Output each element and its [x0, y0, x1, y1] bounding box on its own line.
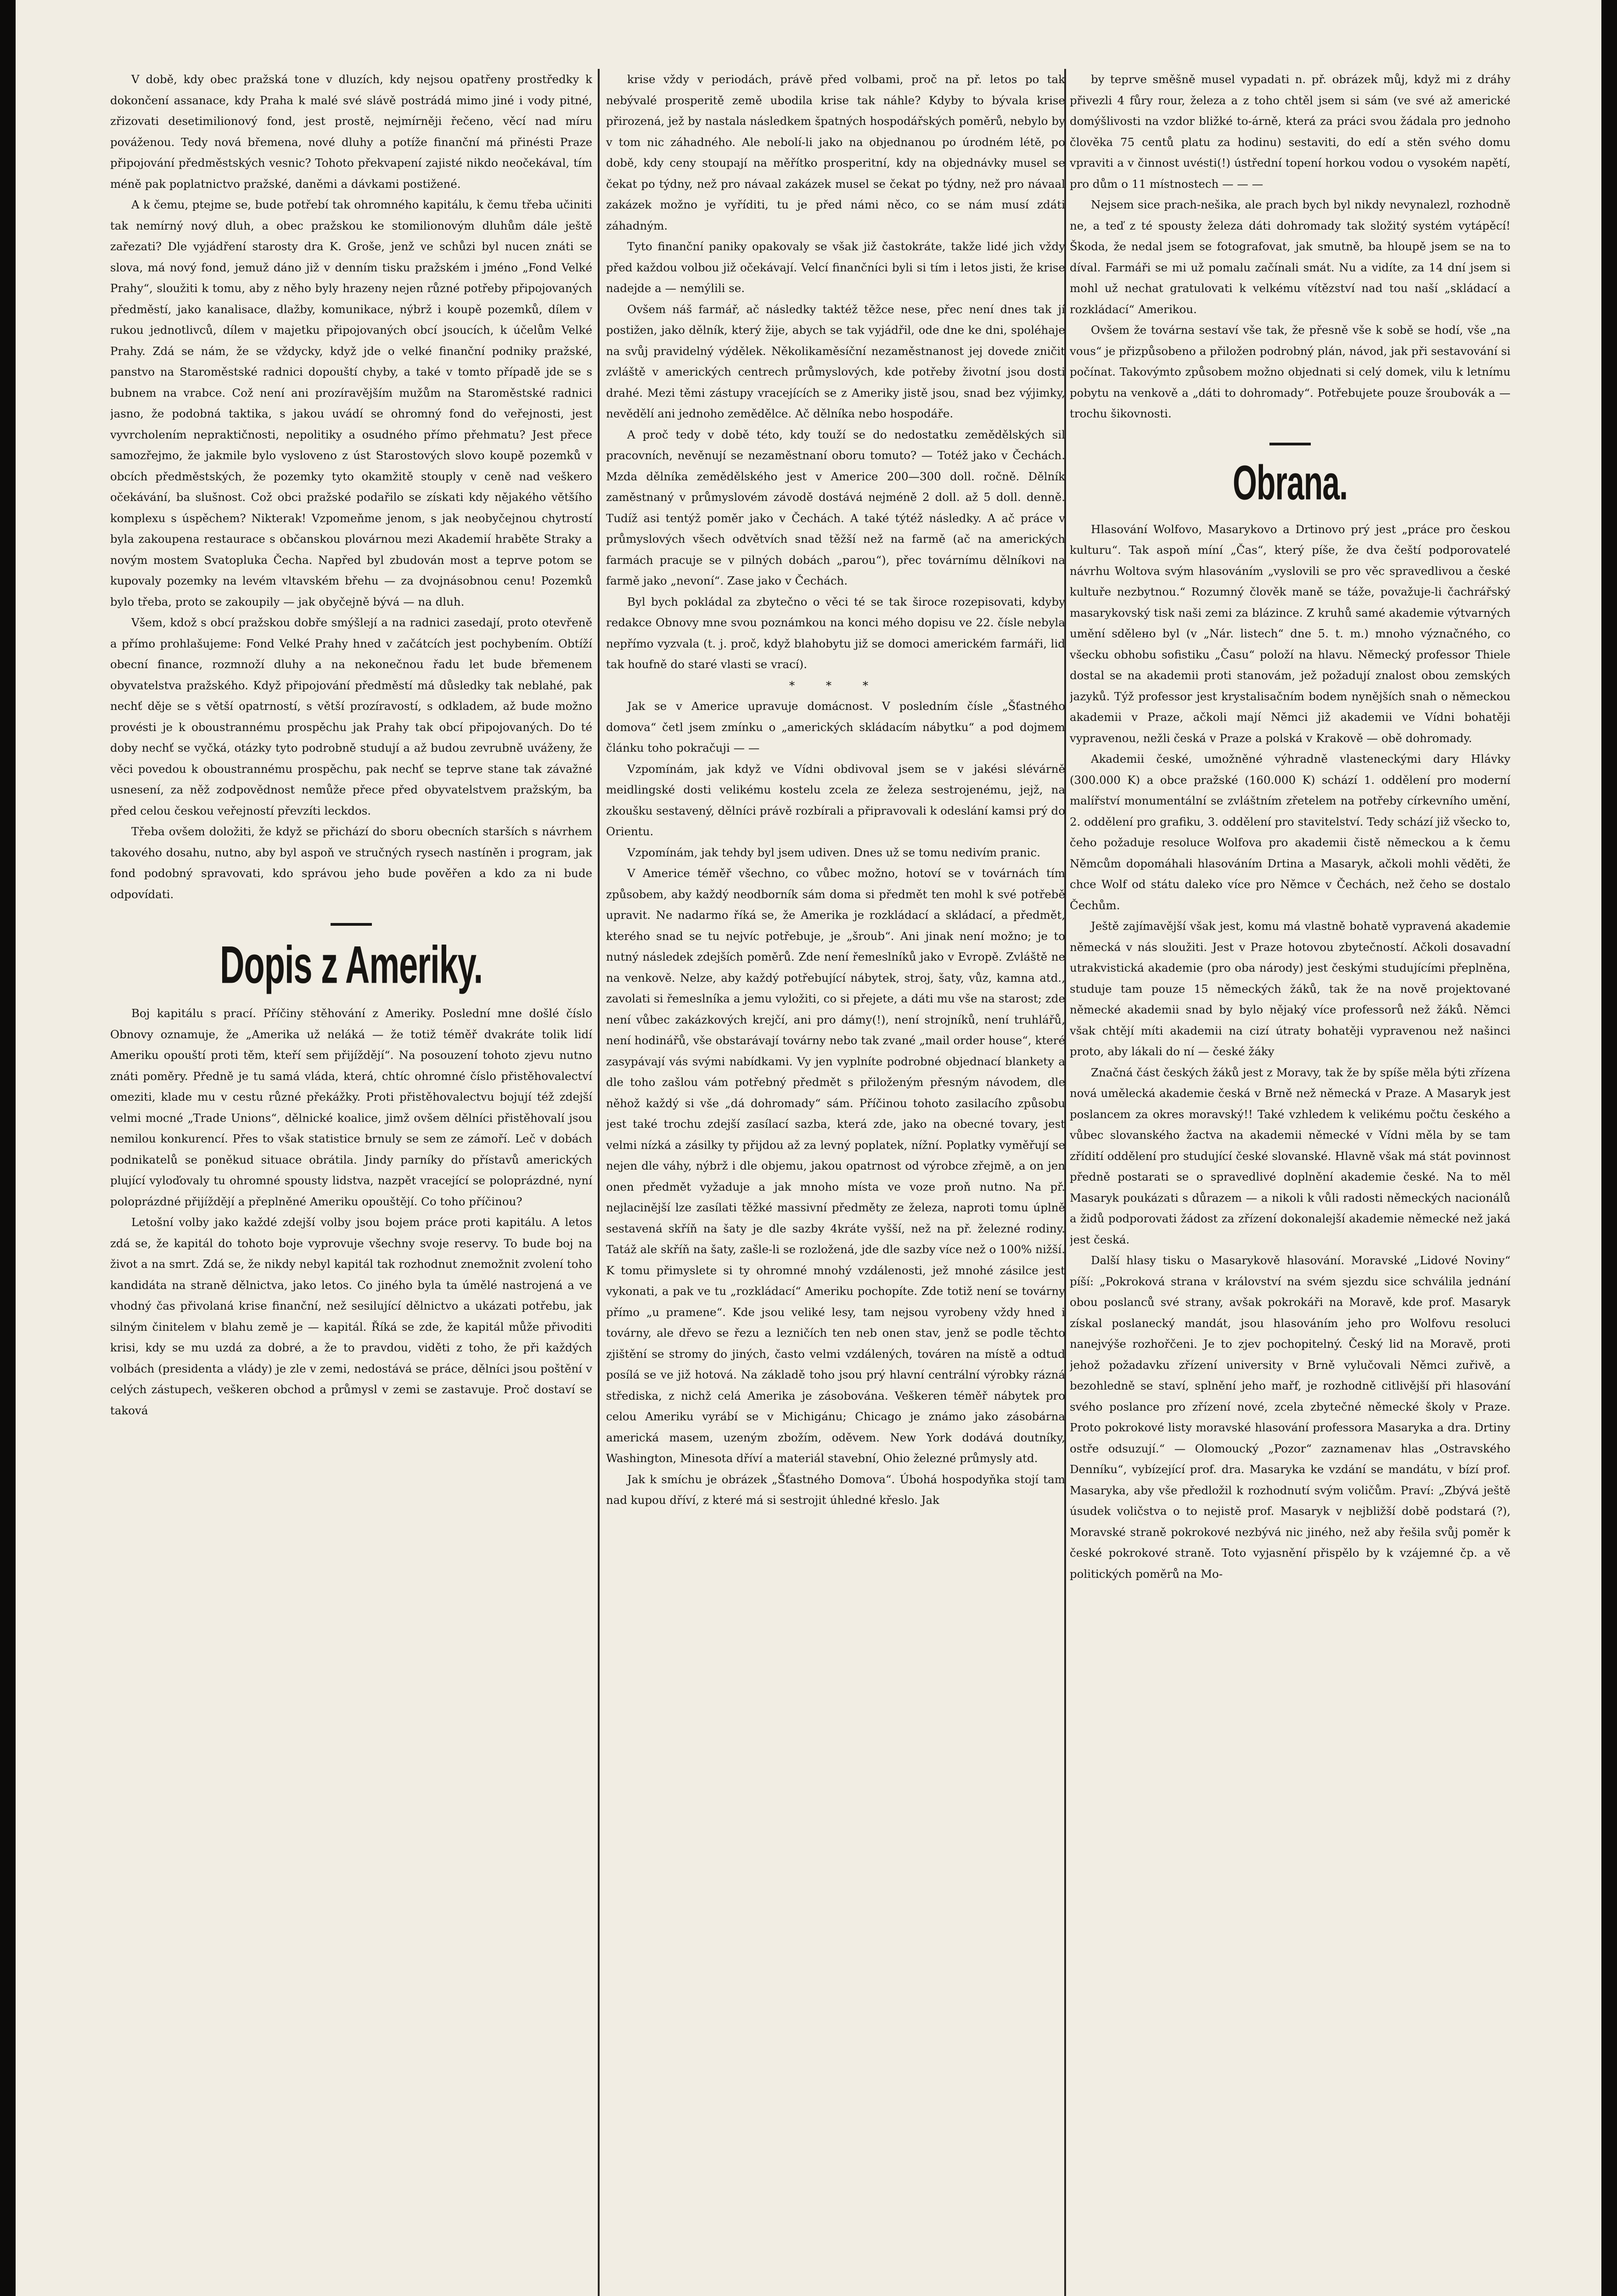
article-paragraph: Nejsem sice prach-nešika, ale prach bych byl nikdy nevynalezl, rozhodně ne, a teď z té spousty železa dáti dohromady tak složitý systém vytápěcí! Škoda, že nedal jsem se fotografovat, jak smutně, ba hloupě jsem se na to díval. Farmáři se mi už pomalu začínali smát. Nu a vidíte, za 14 dní jsem si mohl už nechat gratulovati k velkému vítězství nad tou naší „skládací a rozkládací“ Amerikou. [1070, 198, 1510, 316]
section-stars: * * * [789, 678, 882, 692]
article-paragraph: Tyto finanční paniky opakovaly se však již častokráte, takže lidé jich vždy před každou volbou již očekávají. Velcí finančníci byli si tím i letos jisti, že krise nadejde a — nemýlili se. [606, 240, 1065, 295]
article-paragraph: Letošní volby jako každé zdejší volby jsou bojem práce proti kapitálu. A letos zdá se, že kapitál do tohoto boje vyprovuje všechny svoje reservy. To bude boj na život a na smrt. Zdá se, že nikdy nebyl kapitál tak rozhodnut znemožnit zvolení toho kandidáta na straně dělnictva, jako letos. Co jiného byla ta úmělé nastrojená a ve vhodný čas přivolaná krise finanční, než sesilující dělnictvo a ukázati potřebu, jak silným činitelem v blahu země je — kapitál. Říká se zde, že kapitál může přivoditi krisi, kdy se mu uzdá za dobré, a že to pravdou, viděti z toho, že při každých volbách (presidenta a vlády) je zle v zemi, nedostává se práce, dělníci jsou poštění v celých zástupech, veškeren obchod a průmysl v zemi se zastavuje. Proč dostaví se taková [110, 1216, 592, 1417]
column-1 [110, 69, 592, 2296]
article-paragraph: Ovšem že továrna sestaví vše tak, že přesně vše k sobě se hodí, vše „na vous“ je přizpůsobeno a přiložen podrobný plán, návod, jak při sestavování si počínat. Takovýmto způsobem možno objednati si celý domek, vilu k letnímu pobytu na venkově a „dáti to dohromady“. Potřebujete pouze šroubovák a — trochu šikovnosti. [1070, 323, 1510, 420]
article-paragraph: Byl bych pokládal za zbytečno o věci té se tak široce rozepisovati, kdyby redakce Obnovy mne svou poznámkou na konci mého dopisu ve 22. čísle nebyla nepřímo vyzvala (t. j. proč, když blahobytu již se domoci americkém farmáři, lid tak houfně do staré vlasti se vrací). [606, 595, 1065, 671]
article-paragraph: krise vždy v periodách, právě před volbami, proč na př. letos po tak nebývalé prosperitě země ubodila krise tak náhle? Kdyby to bývala krise přirozená, jež by nastala následkem špatných hospodářských poměrů, nebylo by v tom nic záhadného. Ale nebolí-li jako na objednanou po úrodném létě, po době, kdy ceny stoupají na měřítko prosperitní, kdy na objednávky musel se čekat po týdny, než pro návaal zakázek musel se čekat po týdny, než pro návaal zakázek možno je vyříditi, tu je před námi něco, co se nám musí zdáti záhadným. [606, 73, 1065, 232]
article-paragraph: Hlasování Wolfovo, Masarykovo a Drtinovo prý jest „práce pro českou kulturu“. Tak aspoň míní „Čas“, který píše, že dva čeští podporovatelé návrhu Woltova svým hlasováním „vyslovili se pro věc spravedlivou a české kultuře nezbytnou.“ Rozumný člověk maně se táže, považuje-li čachrářský masarykovský tisk naši zemi za blázince. Z kruhů samé akademie výtvarných umění sdělено byl (v „Nár. listech“ dne 5. t. m.) mnoho význačného, co všecku obhobu sofistiku „Času“ položí na hlavu. Německý professor Thiele dostal se na akademii proti stanovám, jež požadují znalost obou zemských jazyků. Týž professor jest krystalisačním bodem nynějších snah o německou akademii v Praze, ačkoli mají Němci již akademii ve Vídni bohatěji vypravenou, nežli česká v Praze a polská v Krakově — obě dohromady. [1070, 522, 1510, 745]
article-paragraph: Akademii české, umožněné výhradně vlasteneckými dary Hlávky (300.000 K) a obce pražské (160.000 K) schází 1. oddělení pro moderní malířství monumentální se zvláštním zřetelem na potřeby církevního umění, 2. oddělení pro grafiku, 3. oddělení pro stavitelství. Tedy schází již všecko to, čeho požaduje resoluce Wolfova pro akademii čistě německou a k čemu Němcům dopomáhali hlasováním Drtina a Masaryk, ačkoli mohli věděti, že chce Wolf od státu daleko více pro Němce v Čechách, než čeho se dostalo Čechům. [1070, 752, 1510, 912]
article-paragraph: Značná část českých žáků jest z Moravy, tak že by spíše měla býti zřízena nová umělecká akademie česká v Brně než německá v Praze. A Masaryk jest poslancem za okres moravský!! Také vzhledem k velikému počtu českého a vůbec slovanského žactva na akademii německé v Vídni měla by se tam zřídití oddělení pro studující české slovanské. Hlavně však má stát povinnost předně postarati se o spravedlivé doplnění akademie české. Na to měl Masaryk poukázati s důrazem — a nikoli k vůli radosti německých nacionálů a židů podporovati žádost za zřízení dokonalejší akademie německé než jaká jest česká. [1070, 1065, 1510, 1246]
article-paragraph: Všem, kdož s obcí pražskou dobře smýšlejí a na radnici zasedají, proto otevřeně a přímo prohlašujeme: Fond Velké Prahy hned v začátcích jest pochybením. Obtíží obecní finance, rozmnoží dluhy a na nekonečnou řadu let bude břemenem obyvatelstva pražského. Když připojování předměstí má důsledky tak neblahé, pak nechť děje se s větší opatrností, s větší prozíravostí, s odkladem, až bude možno provésti je k oboustrannému prospěchu jak Prahy tak obcí připojovaných. Do té doby nechť se vyčká, otázky tyto podrobně studují a až budou zevrubně uváženy, že věci povedou k oboustrannému prospěchu, pak nechť se teprve stane tak závažné usnesení, za něž zodpovědnost nemůže přece před obyvatelstvem pražským, ba před celou českou veřejností převzíti leckdos. [110, 616, 592, 817]
article-paragraph: Další hlasy tisku o Masarykově hlasování. Moravské „Lidové Noviny“ píší: „Pokroková strana v království na svém sjezdu sice schválila jednání obou poslanců své strany, avšak pokrokáři na Moravě, kde prof. Masaryk získal poslanecký mandát, jsou hlasováním jeho pro Wolfovu resoluci nanejvýše rozhořčeni. Je to zjev pochopitelný. Český lid na Moravě, proti jehož požadavku zřízení university v Brně vylučovali Němci zuřivě, a bezohledně se staví, splnění jeho mařf, je rozhodně citlivější při hlasování svého poslance pro zřízení nové, zcela zbytečné německé školy v Praze. Proto pokrokové listy moravské hlasování professora Masaryka a dra. Drtiny ostře odsuzují.“ — Olomoucký „Pozor“ zaznamenav hlas „Ostravského Denníku“, vybízející prof. dra. Masaryka ke vzdání se mandátu, v bízí prof. Masaryka, aby vše předložil k rozhodnutí svým voličům. Praví: „Zbývá ještě úsudek voličstva o to nejistě prof. Masaryk v nejbližší době podstará (?), Moravské straně pokrokové nezbývá nic jiného, než aby řešila svůj poměr k české pokrokové straně. Toto vyjasnění přispělo by k vzájemné čp. a vě politických poměrů na Mo- [1070, 1254, 1510, 1581]
article-paragraph: A k čemu, ptejme se, bude potřebí tak ohromného kapitálu, k čemu třeba učiniti tak nemírný nový dluh, a obec pražskou ke stomilionovým dluhům dále ještě zařezati? Dle vyjádření starosty dra K. Groše, jenž ve schůzi byl nucen znáti se slova, má nový fond, jemuž dáno již v denním tisku pražském i jméno „Fond Velké Prahy“, sloužiti k tomu, aby z něho byly hrazeny nejen různé potřeby připojovaných předměstí, jako kanalisace, dlažby, komunikace, nýbrž i koupě pozemků, dílem v rukou jednotlivců, dílem v majetku připojovaných obcí jsoucích, k účelům Velké Prahy. Zdá se nám, že se vždycky, když jde o velké finanční podniky pražské, panstvo na Staroměstské radnici dopouští chyby, a také v tomto případě jde se s bubnem na vrabce. Což není ani prozíravějším mužům na Staroměstské radnici jasno, že podobná taktika, s jakou uvádí se ohromný fond do veřejnosti, jest vyvrcholením nepraktičnosti, nepolitiky a osudného přímo přehmatu? Jest přece samozřejmo, že jakmile bylo vysloveno z úst Starostových slovo koupě pozemků v obcích předměstských, že pozemky tyto okamžitě stouply v ceně nad veškero očekávání, ba slušnost. Což obci pražské podařilo se získati kdy nějakého většího komplexu s úspěchem? Nikterak! Vzpomeňme jenom, s jak neobyčejnou chytrostí byla zakoupena restaurace s občanskou plovárnou mezi Akademií hraběte Straky a novým mostem Svatopluka Čecha. Napřed byl zbudován most a teprve potom se kupovaly pozemky na levém vltavském břehu — za dvojnásobnou cenu! Pozemků bylo třeba, proto se zakoupily — jak obyčejně bývá — na dluh. [110, 198, 592, 608]
headline-dopis-z-ameriky: Dopis z Ameriky. [219, 935, 483, 995]
article-paragraph: Vzpomínám, jak když ve Vídni obdivoval jsem se v jakési slévárně meidlingské dosti velikému kostelu zcela ze železa sestrojenému, jejž, na zkoušku sestavený, dělníci právě rozbírali a připravovali k odeslání kamsi prý do Orientu. [606, 762, 1065, 838]
article-paragraph: V Americe téměř všechno, co vůbec možno, hotoví se v továrnách tím způsobem, aby každý neodborník sám doma si předmět ten mohl k své potřebě upravit. Ne nadarmo říká se, že Amerika je rozkládací a skládací, a předmět, kterého snad se tu nejvíc potřebuje, je „šroub“. Ani jinak není možno; je to nutný následek zdejších poměrů. Zde není řemeslníků jako v Evropě. Zvláště ne na venkově. Nelze, aby každý potřebující nábytek, stroj, šaty, vůz, kamna atd., zavolati si řemeslníka a jemu vyložiti, co si přejete, a dáti mu vše na starost; zde není vůbec zakázkových krejčí, ani pro dámy(!), není strojníků, není truhlářů, není hodinářů, vše obstarávají továrny nebo tak zvané „mail order house“, které zasypávají vás svými nabídkami. Vy jen vyplníte podrobné objednací blankety a dle toho zašlou vám potřebný předmět s přiloženým přesným návodem, dle něhož každý si vše „dá dohromady“ sám. Příčinou tohoto zasilacího způsobu jest také trochu zdejší zasílací sazba, která zde, jako na obecné tovary, jest velmi nízká a zásilky ty přijdou až za levný poplatek, nížní. Poplatky vyměřují se nejen dle váhy, nýbrž i dle objemu, jakou opatrnost od výrobce zřejmě, a on jen onen předmět vyžaduje a jak mnoho místa ve voze proň nutno. Na př. nejlacinější lze zasílati těžké massivní předměty ze železa, naproti tomu úplně sestavená skříň na šaty je dle sazby 4kráte vyšší, než na př. železné rodiny. Tatáž ale skříň na šaty, zašle-li se rozložená, jde dle sazby více než o 100% nižší. K tomu přimyslete si ty ohromné mnohý vzdálenosti, jež mnohé zásilce jest vykonati, a pak ve tu „rozkládací“ Ameriku pochopíte. Zde totiž není se továrny přímo „u pramene“. Kde jsou veliké lesy, tam nejsou vyrobeny vždy hned i továrny, ale dřevo se řezu a lezničích ten neb onen stav, jenž se podle těchto zjištění se stromy do jiných, často velmi vzdálených, továren na místě a odtud posílá se ve již hotová. Na základě toho jsou prý hlavní centrální výrobky rázná střediska, z nichž celá Amerika je zásobována. Veškeren téměř nábytek pro celou Ameriku vyrábí se v Michigánu; Chicago je známo jako zásobárna americká masem, uzeným zbožím, oděvem. New York dodává doutníky, Washington, Minesota dříví a materiál stavební, Ohio železné průmysly atd. [606, 867, 1065, 1465]
article-paragraph: V době, kdy obec pražská tone v dluzích, kdy nejsou opatřeny prostředky k dokončení assanace, kdy Praha k malé své slávě postrádá mimo jiné i vody pitné, zřizovati desetimilionový fond, jest prostě, nejmírněji řečeno, věcí nad míru pováženou. Tedy nová břemena, nové dluhy a potíže finanční má přinésti Praze připojování předměstských vesnic? Tohoto překvapení zajisté nikdo neočekával, tím méně pak poplatnictvo pražské, daněmi a dávkami postižené. [110, 73, 592, 191]
headline-obrana: Obrana. [1233, 456, 1348, 510]
article-paragraph: Ovšem náš farmář, ač následky taktéž těžce nese, přec není dnes tak jí postižen, jako dělník, který žije, abych se tak vyjádřil, ode dne ke dni, spoléhaje na svůj pravidelný výdělek. Několikaměsíční nezaměstnanost jej dovede zničit zvláště v amerických centrech průmyslových, kde potřeby životní jsou dosti drahé. Mezi těmi zástupy vracejících se z Ameriky jistě jsou, snad bez výjimky, nevědělí ani jednoho zemědělce. Ač dělníka nebo hospodáře. [606, 302, 1065, 420]
column-2 [606, 69, 1065, 2296]
article-paragraph: Jak k smíchu je obrázek „Šťastného Domova“. Úbohá hospodyňka stojí tam nad kupou dříví, z které má si sestrojit úhledné křeslo. Jak [606, 1472, 1065, 1507]
scan-right-edge [1601, 0, 1617, 2296]
section-divider [1269, 443, 1311, 445]
scan-left-edge [0, 0, 16, 2296]
article-paragraph: Jak se v Americe upravuje domácnost. V posledním čísle „Šťastného domova“ četl jsem zmínku o „amerických skládacím nábytku“ a pod dojmem článku toho pokračuji — — [606, 699, 1065, 754]
article-paragraph: A proč tedy v době této, kdy touží se do nedostatku zemědělských sil pracovních, nevěnují se nezaměstnaní oboru tomuto? — Totéž jako v Čechách. Mzda dělníka zemědělského jest v Americe 200—300 doll. ročně. Dělník zaměstnaný v průmyslovém závodě dostává nejméně 2 doll. až 5 doll. denně. Tudíž asi tentýž poměr jako v Čechách. A také týtéž následky. A ač práce v průmyslových všech odvětvích snad těžší než na farmě (ač na amerických farmách pracuje se v pilných dobách „parou“), přec továrnímu dělníkovi na farmě jako „nevoní“. Zase jako v Čechách. [606, 428, 1065, 587]
article-paragraph: Boj kapitálu s prací. Příčiny stěhování z Ameriky. Poslední mne došlé číslo Obnovy oznamuje, že „Amerika už neláká — že totiž téměř dvakráte tolik lidí Ameriku opouští proti těm, kteří sem přijíždějí“. Na posouzení tohoto zjevu nutno znáti poměry. Předně je tu samá vláda, která, chtíc ohromné číslo přistěhovalectví omeziti, klade mu v cestu různé překážky. Proti přistěhovalectvu bojují též zdejší velmi mocné „Trade Unions“, dělnické koalice, jimž ovšem dělníci přistěhovalí jsou nemilou konkurencí. Přes to však statistice brnuly se sem ze zámoří. Leč v dobách podnikatelů se poněkud situace obrátila. Jindy parníky do přístavů amerických plující vyloďovaly tu ohromné spousty lidstva, nazpět vracející se poloprázdné, nyní poloprázdné přijíždějí a přeplněné Ameriku opouštějí. Co toho příčinou? [110, 1007, 592, 1208]
article-paragraph: Třeba ovšem doložiti, že když se přichází do sboru obecních starších s návrhem takového dosahu, nutno, aby byl aspoň ve stručných rysech nastíněn i program, jak fond podobný spravovati, kdo správou jeho bude pověřen a kdo za ni bude odpovídati. [110, 825, 592, 901]
article-paragraph: Ještě zajímavější však jest, komu má vlastně bohatě vypravená akademie německá v nás sloužiti. Jest v Praze hotovou zbytečností. Ačkoli dosavadní utrakvistická akademie (pro oba národy) jest českými studujícími přeplněna, studuje tam pouze 15 německých žáků, tak že na nově projektované německé akademii snad by bylo nějaký více professorů než žáků. Němci však chtějí míti akademii na cizí útraty bohatěji vypravenou než našinci proto, aby lákali do ní — české žáky [1070, 919, 1510, 1058]
article-paragraph: by teprve směšně musel vypadati n. př. obrázek můj, když mi z dráhy přivezli 4 fůry rour, železa a z toho chtěl jsem si sám (ve své až americké domýšlivosti na vzdor bližké to-árně, která za práci svou žádala pro jednoho člověka 75 centů platu za hodinu) sestaviti, do edí a stěn svého domu vpraviti a v činnost uvésti(!) ústřední topení horkou vodou o vysokém napětí, pro dům o 11 místnostech — — — [1070, 73, 1510, 191]
column-rule-1 [598, 69, 600, 2296]
column-3 [1070, 69, 1510, 2296]
article-paragraph: Vzpomínám, jak tehdy byl jsem udiven. Dnes už se tomu nedivím pranic. [627, 845, 1041, 859]
